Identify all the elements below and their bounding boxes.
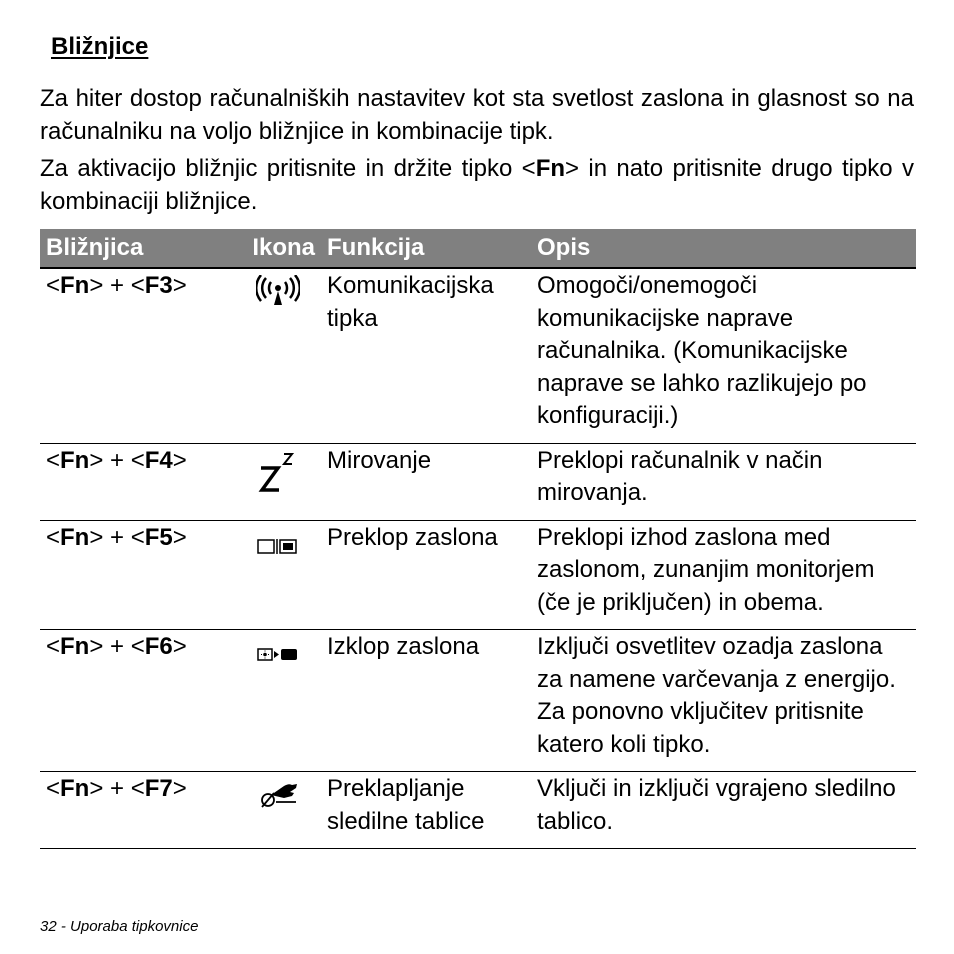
description-cell: Izključi osvetlitev ozadja zaslona za namene varčevanja z energijo. Za ponovno vključitev pritisnite katero koli tipko. (531, 630, 916, 772)
page-title: Bližnjice (51, 33, 149, 60)
wireless-icon (235, 268, 321, 443)
fn-key-label: Fn (535, 155, 566, 182)
function-cell: Preklop zaslona (321, 520, 531, 630)
display-toggle-icon (235, 520, 321, 630)
page-footer: 32 - Uporaba tipkovnice (40, 918, 199, 935)
table-row (40, 443, 916, 520)
intro-paragraph: Za hiter dostop računalniških nastavitev kot sta svetlost zaslona in glasnost so na računalniku na voljo bližnjice in kombinacije tipk. (40, 85, 914, 145)
shortcut-cell: <Fn> + <F5> (40, 520, 235, 630)
description-cell: Preklopi računalnik v način mirovanja. (531, 443, 916, 520)
display-off-icon (235, 630, 321, 772)
table-row (40, 772, 916, 849)
header-function: Funkcija (321, 229, 531, 268)
header-description: Opis (531, 229, 916, 268)
description-cell: Vključi in izključi vgrajeno sledilno tablico. (531, 772, 916, 849)
table-row (40, 520, 916, 630)
table-header-row (40, 229, 916, 268)
header-icon: Ikona (235, 229, 321, 268)
table-row (40, 630, 916, 772)
shortcut-cell: <Fn> + <F4> (40, 443, 235, 520)
activation-paragraph: Za aktivacijo bližnjic pritisnite in držite tipko <Fn> in nato pritisnite drugo tipko v kombinaciji bližnjice. (40, 155, 915, 215)
function-cell: Izklop zaslona (321, 630, 531, 772)
shortcut-cell: <Fn> + <F3> (40, 268, 235, 443)
touchpad-toggle-icon (235, 772, 321, 849)
table-row (40, 268, 916, 443)
header-shortcut: Bližnjica (40, 229, 235, 268)
description-cell: Preklopi izhod zaslona med zaslonom, zunanjim monitorjem (če je priključen) in obema. (531, 520, 916, 630)
function-cell: Mirovanje (321, 443, 531, 520)
function-cell: Komunikacijska tipka (321, 268, 531, 443)
function-cell: Preklapljanje sledilne tablice (321, 772, 531, 849)
shortcuts-table (40, 229, 916, 849)
shortcut-cell: <Fn> + <F6> (40, 630, 235, 772)
description-cell: Omogoči/onemogoči komunikacijske naprave računalnika. (Komunikacijske naprave se lahko razlikujejo po konfiguraciji.) (531, 268, 916, 443)
sleep-icon (235, 443, 321, 520)
shortcut-cell: <Fn> + <F7> (40, 772, 235, 849)
